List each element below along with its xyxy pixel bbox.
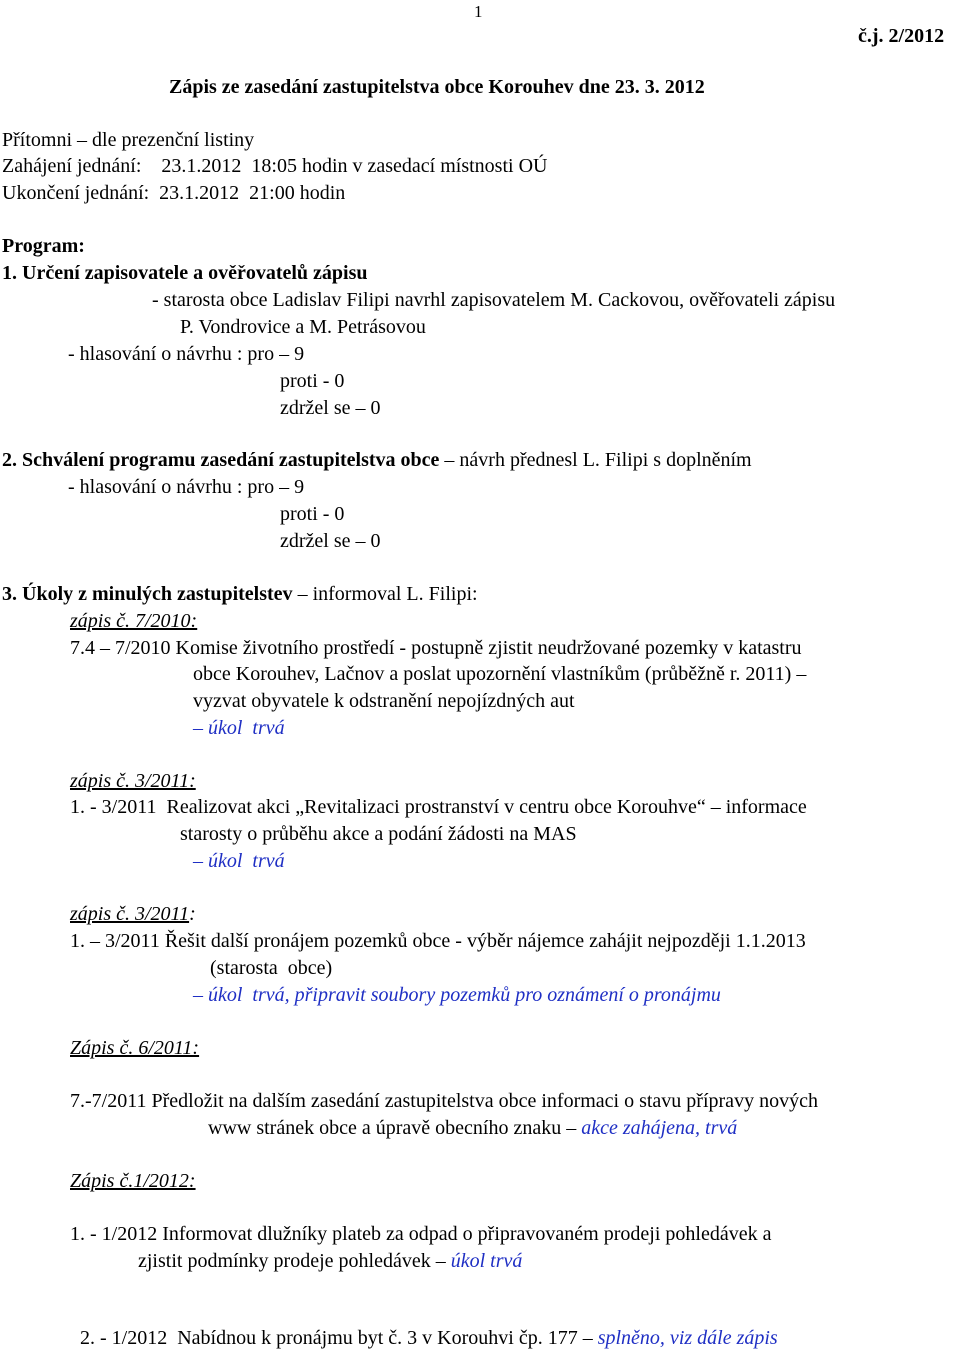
item2-vote-proti: proti - 0 — [280, 503, 345, 525]
task5b-status: splněno, viz dále zápis — [597, 1327, 778, 1349]
item1-line2: P. Vondrovice a M. Petrásovou — [180, 316, 426, 338]
item2-rest: – návrh přednesl L. Filipi s doplněním — [439, 449, 752, 471]
page-number: 1 — [474, 2, 483, 21]
task3-heading-suffix: : — [189, 903, 196, 925]
task1-heading: zápis č. 7/2010: — [70, 610, 198, 632]
task1-line2: obce Korouhev, Lačnov a poslat upozornění vlastníkům (průběžně r. 2011) – — [193, 663, 807, 685]
item2-vote-zdrzel: zdržel se – 0 — [280, 530, 381, 552]
task2-line1: 1. - 3/2011 Realizovat akci „Revitalizaci prostranství v centru obce Korouhve“ – informace — [70, 796, 807, 818]
item2-line — [2, 448, 752, 472]
task5-line2-text: zjistit podmínky prodeje pohledávek – — [138, 1250, 451, 1272]
attendance-line: Přítomni – dle prezenční listiny — [2, 129, 255, 151]
task1-line3: vyzvat obyvatele k odstranění nepojízdných aut — [193, 690, 575, 712]
task3-heading — [70, 902, 196, 926]
task5-heading: Zápis č.1/2012: — [70, 1170, 196, 1192]
task2-status: – úkol trvá — [193, 850, 285, 872]
item3-title: 3. Úkoly z minulých zastupitelstev — [2, 583, 293, 605]
task2-heading: zápis č. 3/2011: — [70, 770, 196, 792]
program-heading: Program: — [2, 235, 85, 257]
task4-line2-text: www stránek obce a úpravě obecního znaku – — [208, 1117, 582, 1139]
document-title: Zápis ze zasedání zastupitelstva obce Korouhev dne 23. 3. 2012 — [169, 76, 705, 98]
task5-line2 — [138, 1249, 522, 1273]
item1-line1: - starosta obce Ladislav Filipi navrhl zapisovatelem M. Cackovou, ověřovateli zápisu — [152, 289, 836, 311]
task4-heading: Zápis č. 6/2011: — [70, 1037, 200, 1059]
item1-vote-proti: proti - 0 — [280, 370, 345, 392]
item2-vote-pro: - hlasování o návrhu : pro – 9 — [68, 476, 305, 498]
item1-title: 1. Určení zapisovatele a ověřovatelů zápisu — [2, 262, 368, 284]
task5-line3 — [70, 1302, 778, 1350]
task1-status: – úkol trvá — [193, 717, 285, 739]
task1-line1: 7.4 – 7/2010 Komise životního prostředí - postupně zjistit neudržované pozemky v katastru — [70, 637, 802, 659]
task5-status: úkol trvá — [450, 1250, 523, 1272]
item3-line — [2, 582, 478, 606]
item2-title: 2. Schválení programu zasedání zastupitelstva obce — [2, 449, 440, 471]
task3-status: – úkol trvá, připravit soubory pozemků pro oznámení o pronájmu — [193, 984, 721, 1006]
task5-line3-text: 2. - 1/2012 Nabídnou k pronájmu byt č. 3 v Korouhvi čp. 177 – — [80, 1327, 598, 1349]
task4-line2 — [208, 1116, 737, 1140]
item1-vote-pro: - hlasování o návrhu : pro – 9 — [68, 343, 305, 365]
item3-rest: – informoval L. Filipi: — [292, 583, 478, 605]
item1-vote-zdrzel: zdržel se – 0 — [280, 397, 381, 419]
task3-line1: 1. – 3/2011 Řešit další pronájem pozemků obce - výběr nájemce zahájit nejpozději 1.1.2013 — [70, 930, 806, 952]
document-reference: č.j. 2/2012 — [858, 25, 945, 47]
task4-line1: 7.-7/2011 Předložit na dalším zasedání zastupitelstva obce informaci o stavu přípravy nových — [70, 1090, 818, 1112]
task4-status: akce zahájena, trvá — [581, 1117, 738, 1139]
meeting-start-line: Zahájení jednání: 23.1.2012 18:05 hodin v zasedací místnosti OÚ — [2, 155, 548, 177]
task2-line2: starosty o průběhu akce a podání žádosti na MAS — [180, 823, 577, 845]
task3-heading-main: zápis č. 3/2011 — [70, 903, 190, 925]
meeting-end-line: Ukončení jednání: 23.1.2012 21:00 hodin — [2, 182, 346, 204]
task5-line1: 1. - 1/2012 Informovat dlužníky plateb za odpad o připravovaném prodeji pohledávek a — [70, 1223, 772, 1245]
task3-line2: (starosta obce) — [210, 957, 333, 979]
